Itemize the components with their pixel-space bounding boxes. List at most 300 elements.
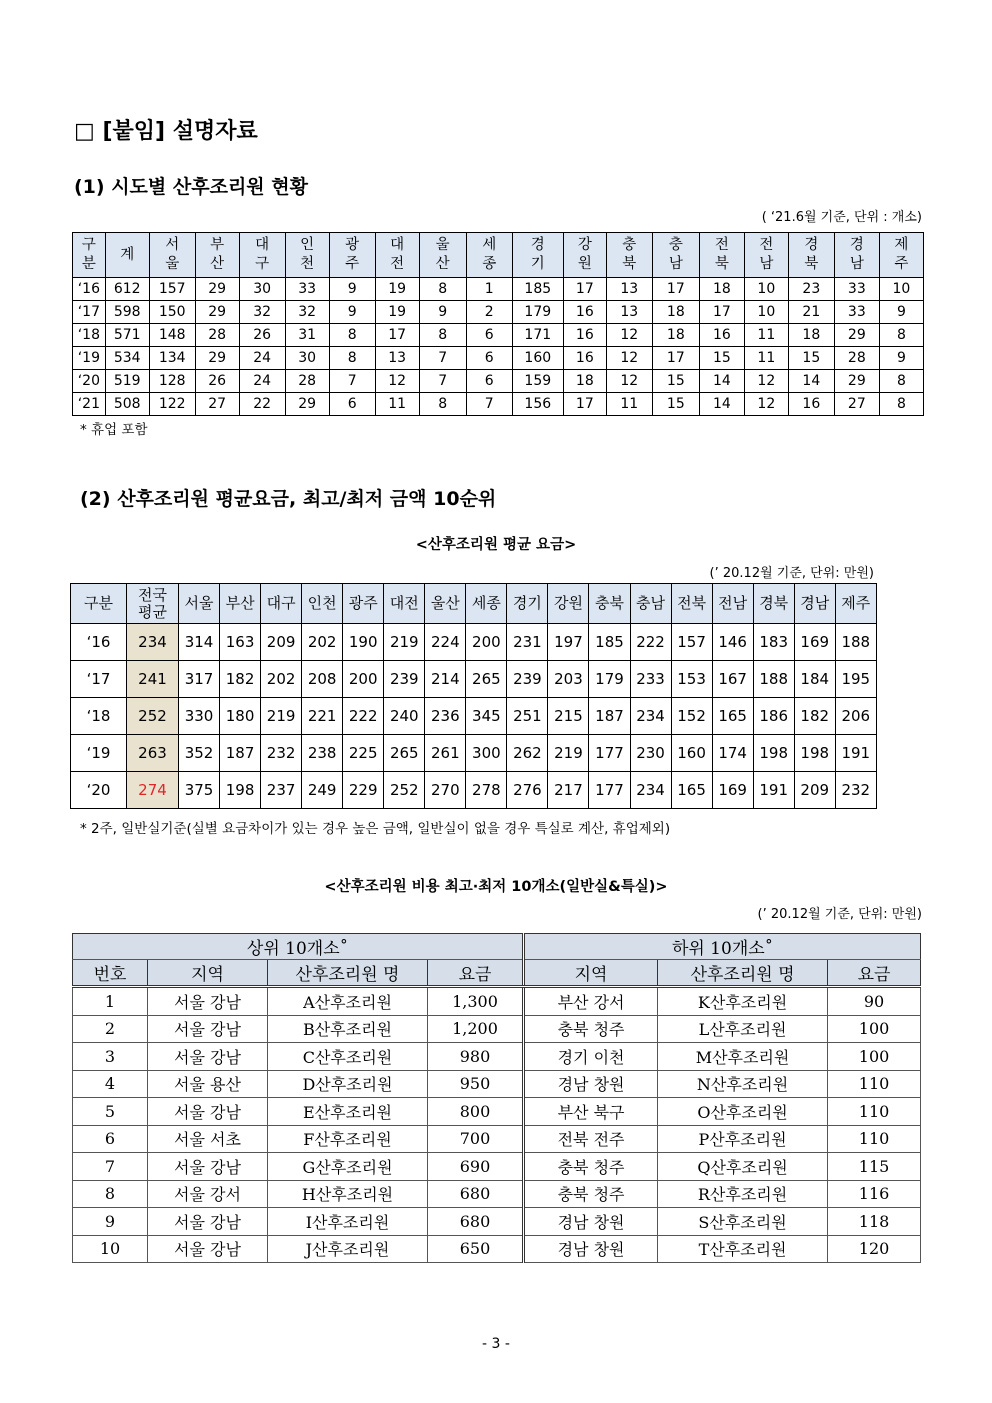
- table-cell: 서울 강남: [148, 1015, 268, 1043]
- table-cell: 690: [428, 1153, 524, 1181]
- table-cell: 17: [652, 347, 699, 370]
- table-cell: 1: [73, 987, 148, 1016]
- table-cell: 179: [589, 661, 630, 698]
- table-group-header-row: [73, 934, 921, 960]
- table-cell: S산후조리원: [658, 1208, 828, 1236]
- table-row: [73, 1180, 921, 1208]
- table-cell: 188: [753, 661, 794, 698]
- table-cell: 17: [563, 278, 606, 301]
- table-cell: 115: [828, 1153, 921, 1181]
- table-cell: 110: [828, 1070, 921, 1098]
- table-header-row: [71, 584, 877, 624]
- table-cell: O산후조리원: [658, 1098, 828, 1126]
- table-cell: 120: [828, 1235, 921, 1263]
- table-cell: 128: [149, 370, 195, 393]
- table-row: [73, 987, 921, 1016]
- table-cell: ‘20: [71, 772, 127, 809]
- table-cell: ‘17: [71, 661, 127, 698]
- table-cell: 32: [239, 301, 285, 324]
- top-10-label: 상위 10개소˚: [73, 934, 524, 960]
- table-cell: 서울 강남: [148, 1235, 268, 1263]
- table-cell: 충북 청주: [524, 1153, 658, 1181]
- table-cell: G산후조리원: [268, 1153, 428, 1181]
- column-header: 광주: [343, 584, 384, 624]
- column-header: 광 주: [329, 233, 375, 278]
- column-header: 전 북: [699, 233, 744, 278]
- table-cell: 9: [329, 278, 375, 301]
- table-cell: 12: [744, 393, 788, 416]
- column-header: 울 산: [419, 233, 466, 278]
- table-cell: 16: [699, 324, 744, 347]
- table-cell: 222: [630, 624, 671, 661]
- table-cell: 9: [879, 347, 923, 370]
- table-cell: 30: [239, 278, 285, 301]
- table-cell: ‘16: [73, 278, 106, 301]
- table-cell: B산후조리원: [268, 1015, 428, 1043]
- table-cell: 29: [195, 278, 239, 301]
- table-cell: C산후조리원: [268, 1043, 428, 1071]
- table-cell: 8: [419, 393, 466, 416]
- average-fee-table: [70, 583, 877, 809]
- table-cell: 1,200: [428, 1015, 524, 1043]
- column-header: 충 남: [652, 233, 699, 278]
- table-cell: 240: [384, 698, 425, 735]
- table-cell: 90: [828, 987, 921, 1016]
- column-header: 제 주: [879, 233, 923, 278]
- column-header: 산후조리원 명: [658, 960, 828, 987]
- table-cell: 209: [261, 624, 302, 661]
- table-cell: 10: [879, 278, 923, 301]
- table-cell: 183: [753, 624, 794, 661]
- table-cell: 232: [261, 735, 302, 772]
- table-cell: 9: [879, 301, 923, 324]
- table-cell: 182: [220, 661, 261, 698]
- table-row: [71, 661, 877, 698]
- table-cell: 8: [419, 278, 466, 301]
- table-cell: 2: [73, 1015, 148, 1043]
- table-cell: 171: [512, 324, 563, 347]
- table-cell: 146: [712, 624, 753, 661]
- table-cell: 24: [239, 347, 285, 370]
- table-cell: 2: [466, 301, 512, 324]
- table-cell: 9: [419, 301, 466, 324]
- column-header: 강 원: [563, 233, 606, 278]
- table-cell: 157: [671, 624, 712, 661]
- table-cell: 3: [73, 1043, 148, 1071]
- table-cell: 19: [375, 278, 419, 301]
- table-cell: 190: [343, 624, 384, 661]
- table-row: [71, 735, 877, 772]
- table-cell: 153: [671, 661, 712, 698]
- column-header: 경남: [794, 584, 835, 624]
- table-cell: 18: [788, 324, 834, 347]
- table-cell: 7: [329, 370, 375, 393]
- table-cell: 경기 이천: [524, 1043, 658, 1071]
- column-header: 서울: [179, 584, 220, 624]
- column-header: 충북: [589, 584, 630, 624]
- table-cell: 236: [425, 698, 466, 735]
- column-header: 울산: [425, 584, 466, 624]
- table-cell: ‘19: [71, 735, 127, 772]
- table-cell: 571: [105, 324, 149, 347]
- table-cell: K산후조리원: [658, 987, 828, 1016]
- table-cell: 215: [548, 698, 589, 735]
- table-cell: 265: [466, 661, 507, 698]
- table-row: [73, 1153, 921, 1181]
- table-cell: 10: [744, 301, 788, 324]
- table-cell: 195: [835, 661, 876, 698]
- table-cell: 11: [744, 347, 788, 370]
- table-cell: 519: [105, 370, 149, 393]
- table-cell: 23: [788, 278, 834, 301]
- column-header: 구분: [71, 584, 127, 624]
- table-cell: 110: [828, 1125, 921, 1153]
- table-cell: 232: [835, 772, 876, 809]
- table-cell: 29: [834, 324, 879, 347]
- table-cell: L산후조리원: [658, 1015, 828, 1043]
- table-cell: 32: [285, 301, 329, 324]
- table-row: [73, 301, 924, 324]
- table-cell: 6: [466, 370, 512, 393]
- table-cell: 251: [507, 698, 548, 735]
- table-row: [73, 1208, 921, 1236]
- table-row: [73, 278, 924, 301]
- table-cell: 198: [794, 735, 835, 772]
- table-cell: 서울 강서: [148, 1180, 268, 1208]
- table-cell: 700: [428, 1125, 524, 1153]
- table-cell: 19: [375, 301, 419, 324]
- table-cell: 서울 강남: [148, 987, 268, 1016]
- table-cell: 8: [879, 370, 923, 393]
- table-cell: 8: [419, 324, 466, 347]
- table-cell: 16: [563, 301, 606, 324]
- column-header: 부 산: [195, 233, 239, 278]
- column-header: 세 종: [466, 233, 512, 278]
- column-header: 구 분: [73, 233, 106, 278]
- table-cell: 29: [834, 370, 879, 393]
- table-cell: 534: [105, 347, 149, 370]
- table-cell: 17: [563, 393, 606, 416]
- table-row: [73, 1125, 921, 1153]
- top-bottom-fee-table: [72, 933, 921, 1263]
- table-row: [71, 698, 877, 735]
- page-heading: □ [붙임] 설명자료: [74, 119, 258, 144]
- table-cell: ‘20: [73, 370, 106, 393]
- table-cell: 150: [149, 301, 195, 324]
- table-cell: 261: [425, 735, 466, 772]
- column-header: 인 천: [285, 233, 329, 278]
- column-header: 충남: [630, 584, 671, 624]
- table-cell: 222: [343, 698, 384, 735]
- table-cell: 230: [630, 735, 671, 772]
- table-cell: 203: [548, 661, 589, 698]
- table-cell: 서울 용산: [148, 1070, 268, 1098]
- table-cell: 8: [879, 324, 923, 347]
- table-cell: 26: [239, 324, 285, 347]
- table-cell: 148: [149, 324, 195, 347]
- table-cell: 184: [794, 661, 835, 698]
- table-cell: 182: [794, 698, 835, 735]
- table-cell: 8: [329, 347, 375, 370]
- table-cell: 157: [149, 278, 195, 301]
- table-cell: 33: [285, 278, 329, 301]
- column-header: 계: [105, 233, 149, 278]
- table-cell: 200: [466, 624, 507, 661]
- table-cell: 6: [73, 1125, 148, 1153]
- table-header-row: [73, 960, 921, 987]
- table-cell: 238: [302, 735, 343, 772]
- page-number: - 3 -: [482, 1336, 510, 1352]
- bottom-10-label: 하위 10개소˚: [524, 934, 921, 960]
- table-cell: 33: [834, 278, 879, 301]
- table-cell: 177: [589, 735, 630, 772]
- table-cell: 160: [512, 347, 563, 370]
- table-cell: 270: [425, 772, 466, 809]
- table-cell: 249: [302, 772, 343, 809]
- table-cell: 27: [834, 393, 879, 416]
- table-row: [73, 347, 924, 370]
- table-cell: 17: [652, 278, 699, 301]
- table-cell: 219: [261, 698, 302, 735]
- table-cell: 159: [512, 370, 563, 393]
- table-cell: 167: [712, 661, 753, 698]
- table-cell: 6: [466, 347, 512, 370]
- table-cell: 169: [712, 772, 753, 809]
- table-cell: 경남 창원: [524, 1208, 658, 1236]
- table-cell: 198: [753, 735, 794, 772]
- table-cell: ‘18: [71, 698, 127, 735]
- table-row: [73, 370, 924, 393]
- table-cell: 7: [419, 347, 466, 370]
- table-cell: 서울 강남: [148, 1208, 268, 1236]
- table-cell: 8: [73, 1180, 148, 1208]
- table-cell: 234: [127, 624, 179, 661]
- table-cell: 18: [652, 324, 699, 347]
- table-cell: ‘19: [73, 347, 106, 370]
- table-cell: 217: [548, 772, 589, 809]
- table-cell: 231: [507, 624, 548, 661]
- table-cell: 276: [507, 772, 548, 809]
- table-cell: 274: [127, 772, 179, 809]
- table-cell: 100: [828, 1043, 921, 1071]
- table-cell: 197: [548, 624, 589, 661]
- table-cell: 7: [73, 1153, 148, 1181]
- table-cell: 12: [606, 324, 652, 347]
- table-cell: 345: [466, 698, 507, 735]
- column-header: 번호: [73, 960, 148, 987]
- table-cell: Q산후조리원: [658, 1153, 828, 1181]
- column-header: 경북: [753, 584, 794, 624]
- table-cell: 233: [630, 661, 671, 698]
- table-cell: 191: [835, 735, 876, 772]
- table-cell: 221: [302, 698, 343, 735]
- table-cell: 187: [220, 735, 261, 772]
- table-cell: 165: [671, 772, 712, 809]
- table-cell: 237: [261, 772, 302, 809]
- table-cell: 185: [512, 278, 563, 301]
- table-cell: 180: [220, 698, 261, 735]
- table-cell: 234: [630, 772, 671, 809]
- table-cell: 224: [425, 624, 466, 661]
- section3-unit: (’ 20.12월 기준, 단위: 만원): [757, 907, 922, 922]
- column-header: 경 기: [512, 233, 563, 278]
- table-cell: 15: [699, 347, 744, 370]
- table-cell: 206: [835, 698, 876, 735]
- table-cell: 서울 서초: [148, 1125, 268, 1153]
- table-cell: 680: [428, 1208, 524, 1236]
- table-cell: 263: [127, 735, 179, 772]
- table-cell: 8: [329, 324, 375, 347]
- table-cell: 239: [507, 661, 548, 698]
- table-cell: 241: [127, 661, 179, 698]
- column-header: 요금: [428, 960, 524, 987]
- section2-note: * 2주, 일반실기준(실별 요금차이가 있는 경우 높은 금액, 일반실이 없을 경우 특실로 계산, 휴업제외): [80, 821, 671, 837]
- column-header: 지역: [524, 960, 658, 987]
- table-cell: 225: [343, 735, 384, 772]
- section1-note: * 휴업 포함: [80, 422, 148, 438]
- section1-unit: ( ‘21.6월 기준, 단위 : 개소): [761, 210, 922, 225]
- table-cell: 508: [105, 393, 149, 416]
- column-header: 충 북: [606, 233, 652, 278]
- table-cell: 24: [239, 370, 285, 393]
- table-cell: N산후조리원: [658, 1070, 828, 1098]
- table-cell: 252: [384, 772, 425, 809]
- column-header: 전북: [671, 584, 712, 624]
- table-cell: M산후조리원: [658, 1043, 828, 1071]
- table-cell: 13: [375, 347, 419, 370]
- table-cell: 262: [507, 735, 548, 772]
- table-cell: 6: [466, 324, 512, 347]
- column-header: 강원: [548, 584, 589, 624]
- table-cell: ‘16: [71, 624, 127, 661]
- table-cell: 122: [149, 393, 195, 416]
- table-cell: 214: [425, 661, 466, 698]
- table-cell: 서울 강남: [148, 1098, 268, 1126]
- table-cell: 27: [195, 393, 239, 416]
- table-cell: 14: [699, 393, 744, 416]
- table-cell: 13: [606, 301, 652, 324]
- table-cell: 충북 청주: [524, 1180, 658, 1208]
- table-cell: 118: [828, 1208, 921, 1236]
- table-row: [73, 324, 924, 347]
- table-cell: 278: [466, 772, 507, 809]
- table-cell: 28: [195, 324, 239, 347]
- table-cell: 11: [606, 393, 652, 416]
- table-cell: 300: [466, 735, 507, 772]
- table-cell: 219: [384, 624, 425, 661]
- section2-title: (2) 산후조리원 평균요금, 최고/최저 금액 10순위: [80, 488, 497, 510]
- table-cell: 4: [73, 1070, 148, 1098]
- table-cell: 234: [630, 698, 671, 735]
- table-cell: 179: [512, 301, 563, 324]
- table-cell: 15: [652, 393, 699, 416]
- table-cell: 680: [428, 1180, 524, 1208]
- table-cell: 650: [428, 1235, 524, 1263]
- table-cell: 7: [419, 370, 466, 393]
- table-cell: 10: [73, 1235, 148, 1263]
- table-cell: 22: [239, 393, 285, 416]
- average-fee-table-title: <산후조리원 평균 요금>: [415, 537, 577, 553]
- table-cell: 187: [589, 698, 630, 735]
- table-cell: 12: [606, 370, 652, 393]
- column-header: 세종: [466, 584, 507, 624]
- column-header: 대 전: [375, 233, 419, 278]
- table-cell: 경남 창원: [524, 1070, 658, 1098]
- table-cell: 9: [329, 301, 375, 324]
- column-header: 지역: [148, 960, 268, 987]
- table-cell: 598: [105, 301, 149, 324]
- table-cell: A산후조리원: [268, 987, 428, 1016]
- table-cell: 13: [606, 278, 652, 301]
- table-cell: 30: [285, 347, 329, 370]
- table-cell: 800: [428, 1098, 524, 1126]
- table-cell: 28: [834, 347, 879, 370]
- table-cell: 15: [652, 370, 699, 393]
- table-cell: 부산 북구: [524, 1098, 658, 1126]
- table-cell: 17: [699, 301, 744, 324]
- column-header: 요금: [828, 960, 921, 987]
- table-cell: 경남 창원: [524, 1235, 658, 1263]
- table-cell: 9: [73, 1208, 148, 1236]
- table-cell: 6: [329, 393, 375, 416]
- table-cell: 29: [195, 347, 239, 370]
- table-row: [71, 624, 877, 661]
- table-cell: 186: [753, 698, 794, 735]
- table-cell: 100: [828, 1015, 921, 1043]
- table-cell: 5: [73, 1098, 148, 1126]
- table-cell: 110: [828, 1098, 921, 1126]
- column-header: 전국 평균: [127, 584, 179, 624]
- column-header: 부산: [220, 584, 261, 624]
- top-bottom-table-title: <산후조리원 비용 최고·최저 10개소(일반실&특실)>: [324, 879, 668, 895]
- column-header: 인천: [302, 584, 343, 624]
- table-cell: 330: [179, 698, 220, 735]
- section2-unit: (’ 20.12월 기준, 단위: 만원): [709, 566, 874, 581]
- facility-count-table: [72, 232, 924, 416]
- column-header: 대구: [261, 584, 302, 624]
- table-cell: 219: [548, 735, 589, 772]
- table-cell: 202: [302, 624, 343, 661]
- table-cell: R산후조리원: [658, 1180, 828, 1208]
- table-row: [73, 1043, 921, 1071]
- table-cell: 209: [794, 772, 835, 809]
- table-row: [71, 772, 877, 809]
- column-header: 경기: [507, 584, 548, 624]
- table-cell: 177: [589, 772, 630, 809]
- table-cell: 265: [384, 735, 425, 772]
- column-header: 산후조리원 명: [268, 960, 428, 987]
- table-cell: 16: [563, 347, 606, 370]
- table-cell: 202: [261, 661, 302, 698]
- column-header: 서 울: [149, 233, 195, 278]
- table-cell: 188: [835, 624, 876, 661]
- table-cell: 612: [105, 278, 149, 301]
- table-cell: 185: [589, 624, 630, 661]
- table-cell: 200: [343, 661, 384, 698]
- table-cell: 29: [285, 393, 329, 416]
- table-cell: P산후조리원: [658, 1125, 828, 1153]
- column-header: 전 남: [744, 233, 788, 278]
- table-cell: 28: [285, 370, 329, 393]
- table-cell: T산후조리원: [658, 1235, 828, 1263]
- table-cell: 252: [127, 698, 179, 735]
- table-cell: 375: [179, 772, 220, 809]
- table-cell: ‘17: [73, 301, 106, 324]
- table-row: [73, 1235, 921, 1263]
- table-cell: 152: [671, 698, 712, 735]
- table-cell: 7: [466, 393, 512, 416]
- table-cell: 18: [699, 278, 744, 301]
